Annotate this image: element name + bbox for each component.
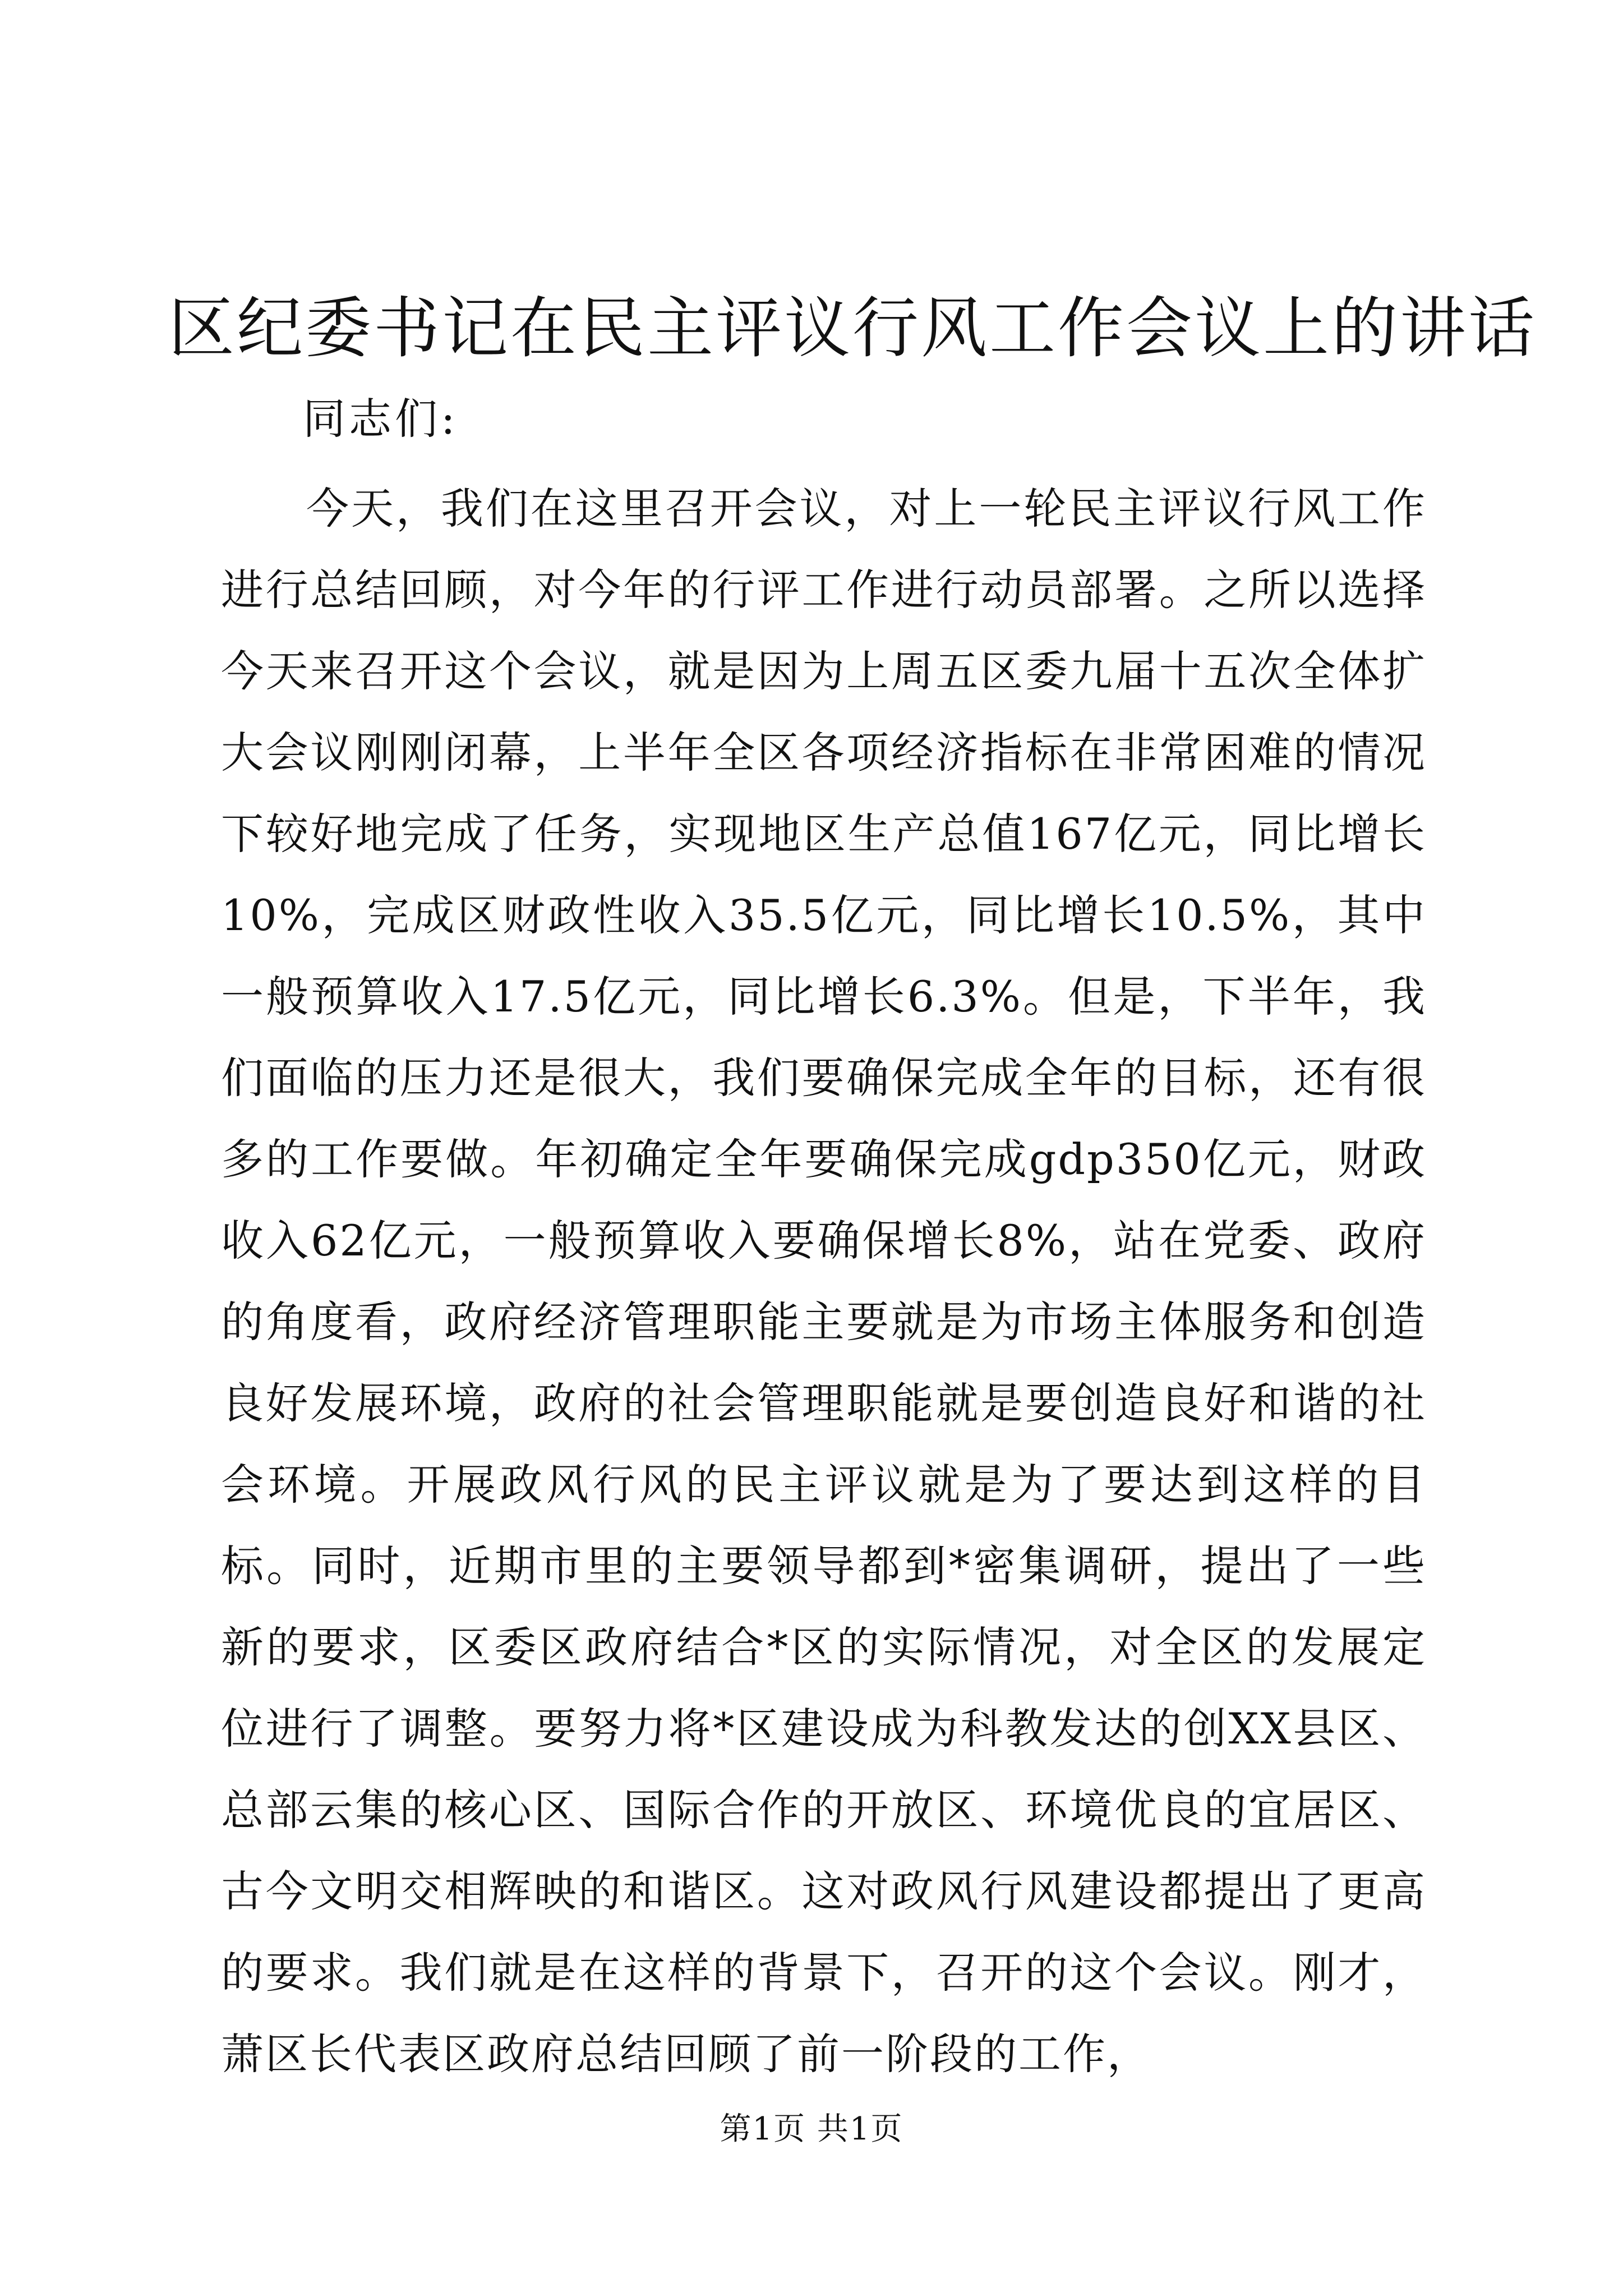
salutation: 同志们: bbox=[303, 394, 459, 444]
page-number: 第1页 共1页 bbox=[720, 2111, 903, 2147]
document-title: 区纪委书记在民主评议行风工作会议上的讲话 bbox=[168, 289, 1537, 367]
body-paragraph: 今天，我们在这里召开会议，对上一轮民主评议行风工作进行总结回顾，对今年的行评工作进行动员部署。之所以选择今天来召开这个会议，就是因为上周五区委九届十五次全体扩大会议刚刚闭幕，上半年全区各项经济指标在非常困难的情况下较好地完成了任务，实现地区生产总值167亿元，同比增长10%，完成区财政性收入35.5亿元，同比增长10.5%，其中一般预算收入17.5亿元，同比增长6.3%。但是，下半年，我们面临的压力还是很大，我们要确保完成全年的目标，还有很多的工作要做。年初确定全年要确保完成gdp350亿元，财政收入62亿元，一般预算收入要确保增长8%，站在党委、政府的角度看，政府经济管理职能主要就是为市场主体服务和创造良好发展环境，政府的社会管理职能就是要创造良好和谐的社会环境。开展政风行风的民主评议就是为了要达到这样的目标。同时，近期市里的主要领导都到*密集调研，提出了一些新的要求，区委区政府结合*区的实际情况，对全区的发展定位进行了调整。要努力将*区建设成为科教发达的创XX县区、总部云集的核心区、国际合作的开放区、环境优良的宜居区、古今文明交相辉映的和谐区。这对政风行风建设都提出了更高的要求。我们就是在这样的背景下，召开的这个会议。刚才，萧区长代表区政府总结回顾了前一阶段的工作， bbox=[221, 484, 1427, 2079]
